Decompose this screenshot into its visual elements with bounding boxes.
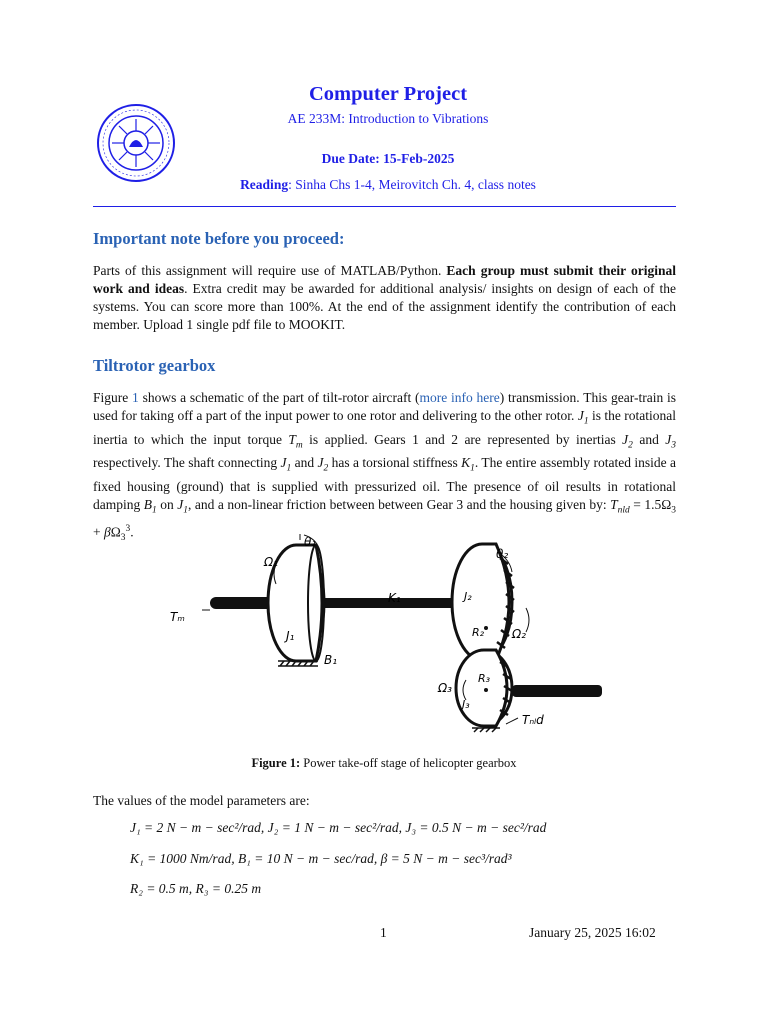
footer-date: January 25, 2025 16:02 [529, 925, 656, 940]
note-paragraph [93, 262, 676, 334]
label-omega1: Ω₁ [264, 555, 278, 569]
equation-radii: R₂ = 0.5 m, R₃ = 0.25 m [130, 881, 262, 896]
label-omega3: Ω₃ [438, 681, 452, 695]
note-text-a: Parts of this assignment will require use of MATLAB/Python. [93, 263, 447, 278]
caption-text: Power take-off stage of helicopter gearbox [300, 756, 517, 770]
text-run: , and a non-linear friction between between Gear 3 and the housing given by: [187, 497, 611, 513]
text-run: shows a schematic of the part of tilt-rotor aircraft ( [138, 390, 420, 405]
text-run: Figure [93, 390, 133, 405]
label-tm: Tₘ [170, 610, 185, 624]
equation-stiffness-damping: K₁ = 1000 Nm/rad, B₁ = 10 N − m − sec/rad, β = 5 N − m − sec³/rad³ [130, 851, 512, 866]
caption-label: Figure 1: [251, 756, 301, 770]
section-heading-note: Important note before you proceed: [93, 229, 345, 248]
gearbox-paragraph: Figure 1 shows a schematic of the part of tilt-rotor aircraft (more info here) transmission. This gear-train is used for taking off a part of the input power to one rotor and delivering to the other rotor. $J_1$ is the rotational inertia to which the input torque $T_m$ is applied. Gears 1 and 2 are represented by inertias $J_2$ and $J_3$ respectively. The shaft connecting $J_1$ and $J_2$ has a torsional stiffness $K_1$. The entire assembly rotated inside a fixed housing (ground) that is supplied with pressurized oil. The presence of oil results in rotational damping $B_1$ on $J_1$, and a non-linear friction between between Gear 3 and the housing given by: $T_{nld} = 1.5\Omega_3 + \beta\Omega_3^3$. [93, 390, 677, 543]
params-intro: The values of the model parameters are: [93, 793, 310, 808]
text-run: and [632, 431, 666, 447]
text-run: ) transmission. This gear-train is used for taking off a part of the input power to one rotor and delivering to the other rotor. [93, 390, 676, 423]
page-number: 1 [380, 925, 387, 940]
figure-ref-link[interactable]: 1 [132, 390, 139, 405]
header-divider [93, 206, 676, 207]
label-tnld: Tₙₗd [522, 713, 544, 727]
label-j3: J₃ [462, 698, 470, 711]
more-info-link[interactable]: more info here [419, 390, 500, 405]
label-b1: B₁ [324, 653, 338, 667]
text-run: is applied. Gears 1 and 2 are represented by inertias [302, 431, 623, 447]
due-date: Due Date: 15-Feb-2025 [321, 151, 455, 166]
figure-caption [0, 756, 768, 771]
output-shaft [512, 685, 602, 697]
text-run: has a torsional stiffness [328, 455, 462, 471]
note-text-bold: Each group must submit their original work and ideas [93, 263, 676, 296]
label-theta2: θ₂ [496, 547, 509, 561]
reading-line [0, 177, 768, 193]
course-subtitle: AE 233M: Introduction to Vibrations [287, 111, 489, 126]
label-theta1: θ₁ [304, 535, 317, 549]
label-omega2: Ω₂ [512, 627, 526, 641]
text-run: and [291, 455, 318, 471]
label-j1: J₁ [286, 629, 295, 643]
equation-inertias: J₁ = 2 N − m − sec²/rad, J₂ = 1 N − m − sec²/rad, J₃ = 0.5 N − m − sec²/rad [130, 820, 547, 835]
text-run: on [156, 497, 178, 513]
label-r3: R₃ [478, 672, 491, 685]
page-title: Computer Project [308, 83, 468, 105]
gearbox-figure [166, 528, 602, 746]
text-run: is the rotational inertia to which the input torque [93, 408, 676, 447]
note-text-b: . Extra credit may be awarded for additional analysis/ insights on design of each of the systems. You can score more than 100%. At the end of the assignment identify the contribution of each member. Upload 1 single pdf file to MOOKIT. [93, 281, 676, 332]
section-heading-gearbox: Tiltrotor gearbox [93, 356, 216, 375]
text-run: respectively. The shaft connecting [93, 455, 281, 471]
reading-text: : Sinha Chs 1-4, Meirovitch Ch. 4, class notes [288, 177, 536, 192]
text-run: . The entire assembly rotated inside a fixed housing (ground) that is supplied with pressurized oil. The presence of oil results in rotational damping [93, 455, 676, 513]
reading-label: Reading [240, 177, 289, 192]
label-k1: K₁ [388, 591, 401, 605]
damper-b1 [278, 661, 318, 666]
label-r2: R₂ [472, 626, 485, 639]
label-j2: J₂ [464, 590, 472, 603]
